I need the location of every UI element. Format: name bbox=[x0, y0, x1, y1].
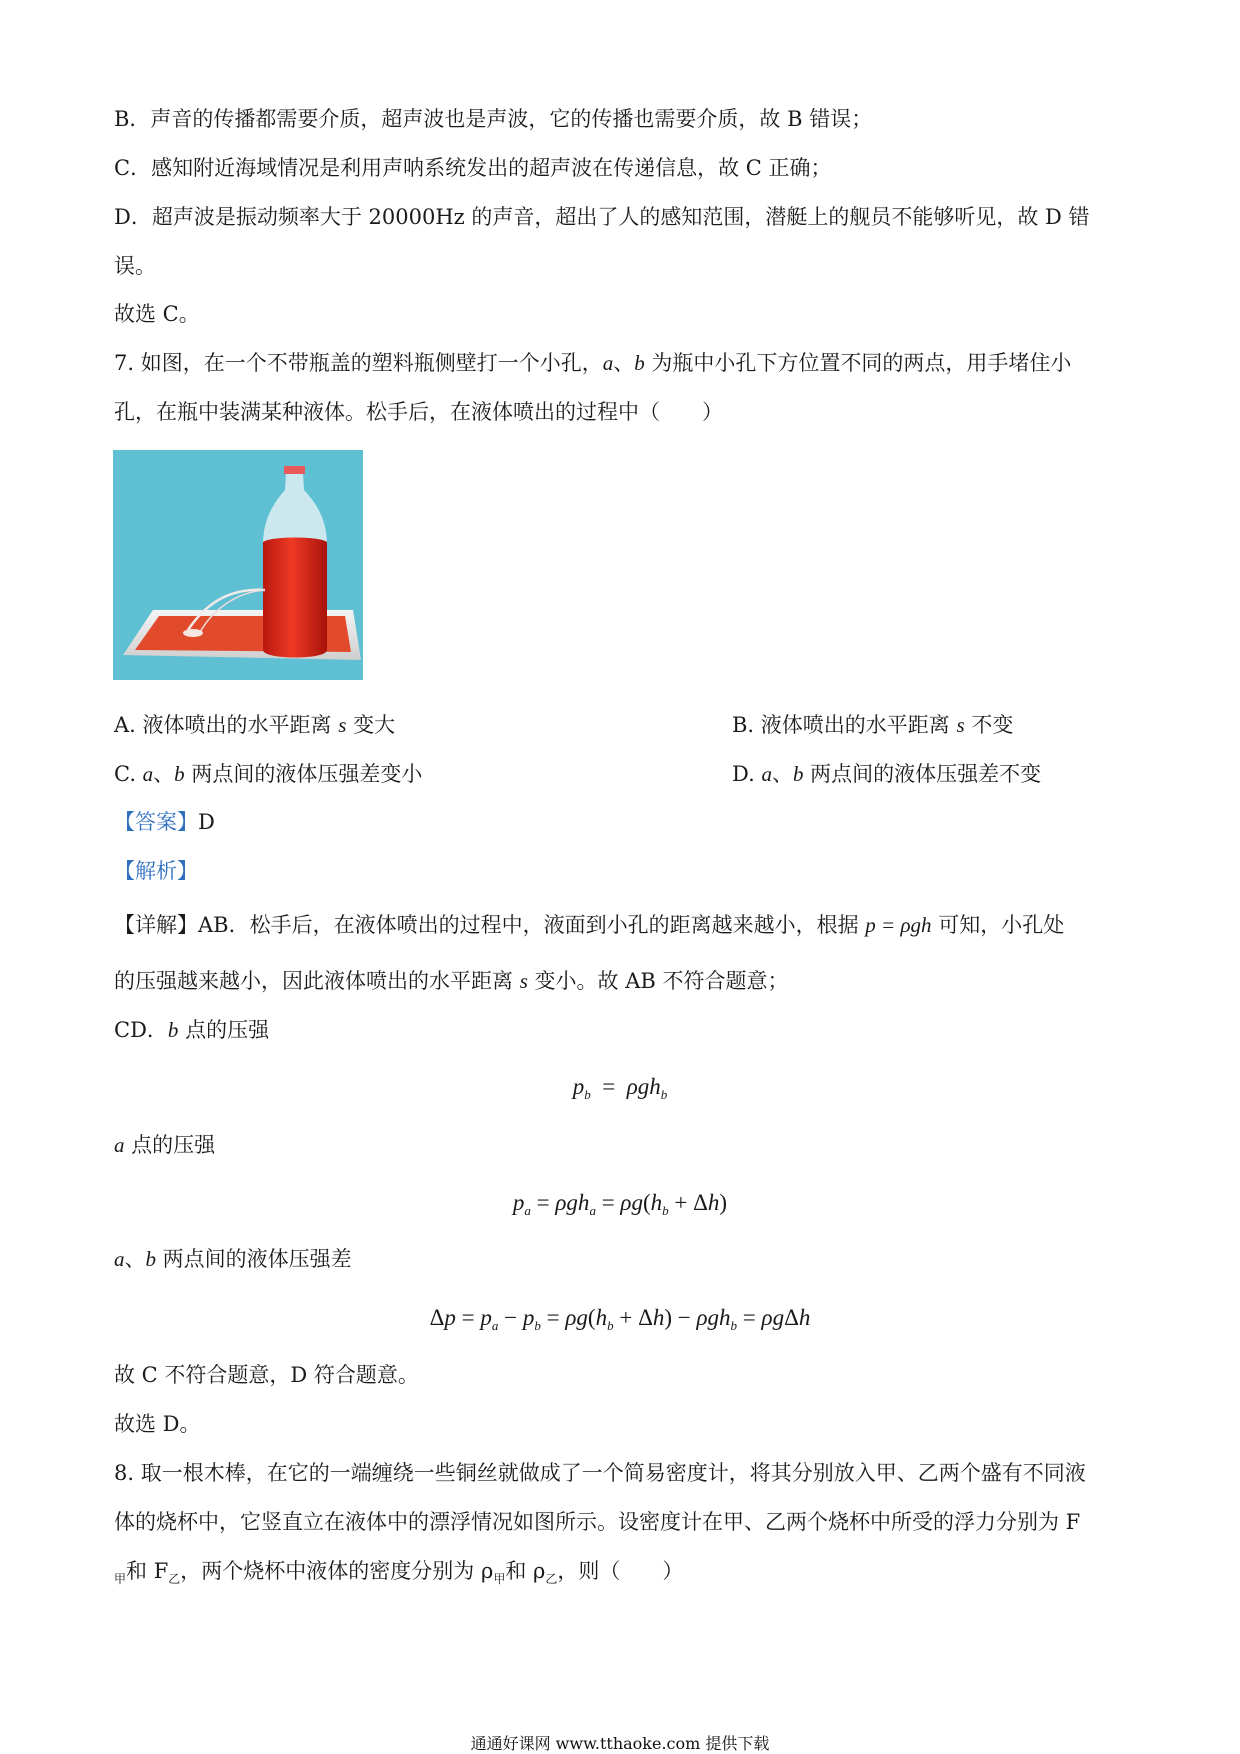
q7-option-d[interactable]: D. a、b 两点间的液体压强差不变 bbox=[732, 762, 1042, 786]
q7-stem-line2: 孔，在瓶中装满某种液体。松手后，在液体喷出的过程中（ ） bbox=[114, 400, 723, 424]
q8-stem-line1: 8. 取一根木棒，在它的一端缠绕一些铜丝就做成了一个简易密度计，将其分别放入甲、乙两个盛有不同液 bbox=[114, 1461, 1086, 1485]
choose-c: 故选 C。 bbox=[114, 302, 200, 326]
equation-delta-p: $\Delta p = p_a - p_b = \rho g(h_b + \Delta h) - \rho gh_b = \rho g\Delta h$ bbox=[429, 1305, 811, 1333]
bottle-illustration bbox=[113, 450, 363, 680]
q7-option-b[interactable]: B. 液体喷出的水平距离 s 不变 bbox=[732, 713, 1014, 737]
option-d-explanation-line1: D．超声波是振动频率大于 20000Hz 的声音，超出了人的感知范围，潜艇上的舰员不能够听见，故 D 错 bbox=[114, 205, 1090, 229]
equation-pb: $p_b = \rho gh_b$ bbox=[572, 1074, 668, 1102]
q8-stem-line3: $_甲$和 $F_乙$，两个烧杯中液体的密度分别为 $\rho_甲$和 $\rho_乙$，则（ ） bbox=[114, 1559, 684, 1586]
q7-analysis-label: 【解析】 bbox=[114, 859, 198, 883]
q7-diff-line: a、b 两点间的液体压强差 bbox=[114, 1247, 352, 1271]
q7-options-row1 bbox=[114, 710, 1130, 740]
q8-stem-line2: 体的烧杯中，它竖直立在液体中的漂浮情况如图所示。设密度计在甲、乙两个烧杯中所受的浮力分别为 F bbox=[114, 1510, 1081, 1534]
q7-stem-line1: 7. 如图，在一个不带瓶盖的塑料瓶侧壁打一个小孔，a、b 为瓶中小孔下方位置不同的两点，用手堵住小 bbox=[114, 351, 1072, 375]
option-b-explanation: B．声音的传播都需要介质，超声波也是声波，它的传播也需要介质，故 B 错误； bbox=[114, 107, 873, 131]
answer-value: D bbox=[198, 810, 215, 834]
q7-cd-line: CD．b 点的压强 bbox=[114, 1018, 270, 1042]
page-footer: 通通好课网 www.tthaoke.com 提供下载 bbox=[470, 1734, 770, 1753]
q7-a-pressure-line: a 点的压强 bbox=[114, 1133, 216, 1157]
q7-conclusion: 故 C 不符合题意，D 符合题意。 bbox=[114, 1363, 419, 1387]
option-c-explanation: C．感知附近海域情况是利用声呐系统发出的超声波在传递信息，故 C 正确； bbox=[114, 156, 832, 180]
q7-options-row2 bbox=[114, 759, 1130, 789]
q7-option-c[interactable]: C. a、b 两点间的液体压强差变小 bbox=[114, 762, 423, 786]
option-d-explanation-line2: 误。 bbox=[114, 254, 156, 278]
q7-detail-line2: 的压强越来越小，因此液体喷出的水平距离 s 变小。故 AB 不符合题意； bbox=[114, 969, 789, 993]
choose-d: 故选 D。 bbox=[114, 1412, 201, 1436]
bottle-figure bbox=[113, 450, 363, 680]
q7-option-a[interactable]: A. 液体喷出的水平距离 s 变大 bbox=[114, 713, 396, 737]
answer-label: 【答案】 bbox=[114, 810, 198, 834]
equation-pa: $p_a = \rho gh_a = \rho g(h_b + \Delta h)$ bbox=[512, 1190, 728, 1218]
q7-answer bbox=[114, 807, 1130, 837]
q7-detail-line1: 【详解】AB．松手后，在液体喷出的过程中，液面到小孔的距离越来越小，根据 p = ρgh 可知，小孔处 bbox=[114, 913, 1065, 937]
